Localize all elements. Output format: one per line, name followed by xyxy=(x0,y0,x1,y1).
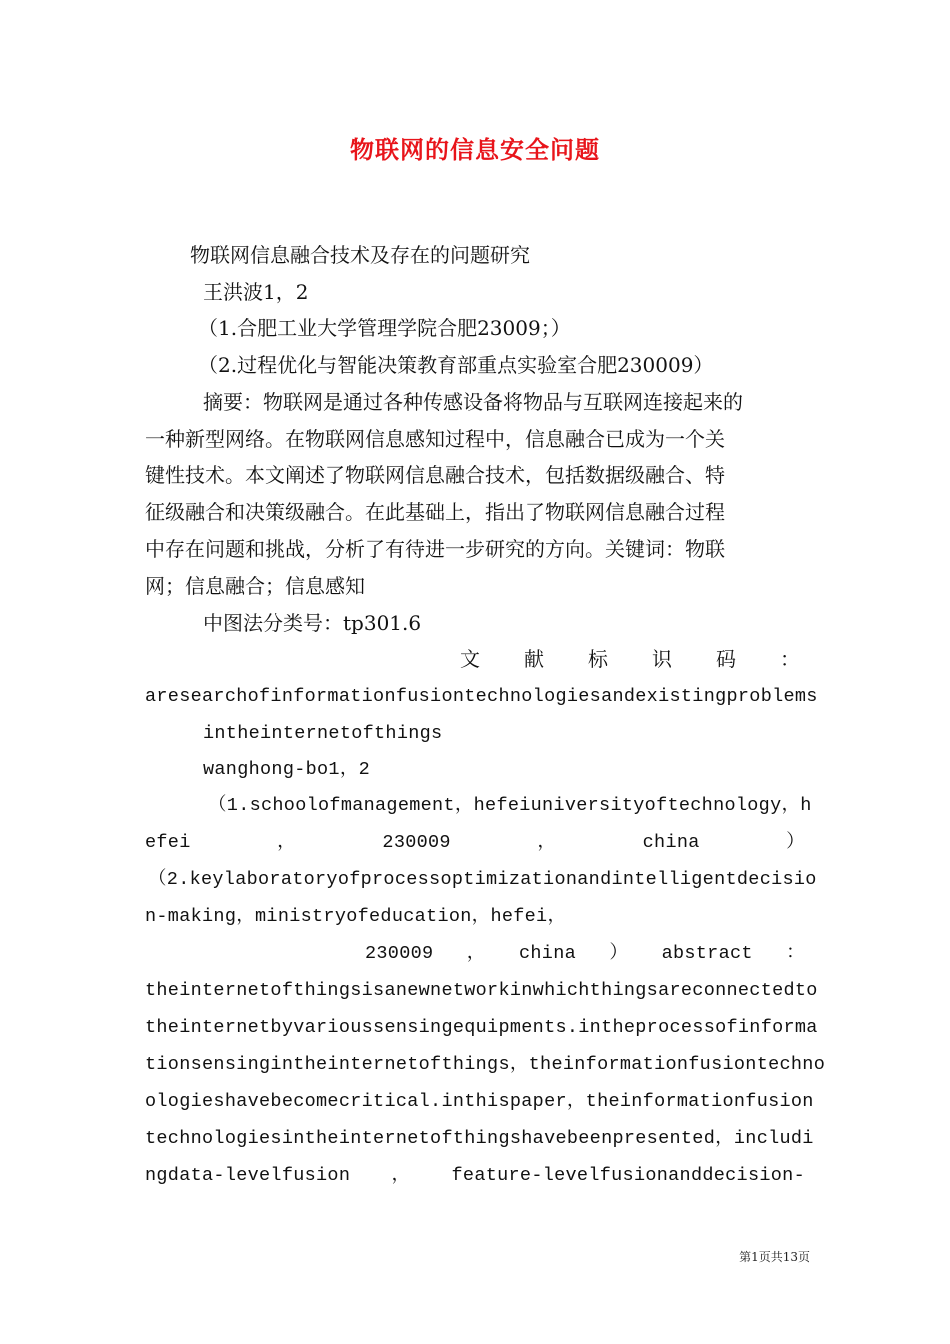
aff-part: ， xyxy=(537,832,557,853)
english-title-line: aresearchofinformationfusiontechnologiesandexistingproblems xyxy=(145,686,818,707)
aff-part: 230009 xyxy=(365,943,434,964)
article-heading: 物联网信息融合技术及存在的问题研究 xyxy=(190,243,530,267)
english-abstract-last-line xyxy=(145,1163,805,1189)
english-abstract-line: ologieshavebecomecritical.inthispaper，theinformationfusion xyxy=(145,1091,814,1112)
aff-part: efei xyxy=(145,832,191,853)
doc-code-char: 献 xyxy=(524,647,544,671)
english-author: wanghong-bo1，2 xyxy=(203,759,371,780)
page-number: 第1页共13页 xyxy=(739,1250,810,1264)
english-affiliation-2-cont: n-making，ministryofeducation，hefei， xyxy=(145,906,567,927)
doc-code-char: 码 xyxy=(716,647,736,671)
document-title: 物联网的信息安全问题 xyxy=(350,135,600,164)
classification-number: 中图法分类号：tp301.6 xyxy=(203,611,422,635)
abstract-part: feature-levelfusionanddecision- xyxy=(451,1165,805,1186)
english-abstract-line: tionsensingintheinternetofthings，theinformationfusiontechno xyxy=(145,1054,826,1075)
abstract-line: 键性技术。本文阐述了物联网信息融合技术，包括数据级融合、特 xyxy=(145,463,725,487)
doc-code-char: ： xyxy=(780,647,800,671)
doc-code-char: 文 xyxy=(460,647,480,671)
aff-part: 230009 xyxy=(382,832,451,853)
abstract-line: 征级融合和决策级融合。在此基础上，指出了物联网信息融合过程 xyxy=(145,500,725,524)
english-affiliation-1-cont xyxy=(145,830,805,856)
affiliation-2: （2.过程优化与智能决策教育部重点实验室合肥230009） xyxy=(198,353,714,377)
aff-part: ） xyxy=(609,943,629,964)
abstract-line: 一种新型网络。在物联网信息感知过程中，信息融合已成为一个关 xyxy=(145,427,725,451)
aff-part: ， xyxy=(466,943,486,964)
doc-code-char: 识 xyxy=(652,647,672,671)
aff-part: ） xyxy=(786,832,805,853)
aff-part: china xyxy=(642,832,700,853)
abstract-line: 摘要：物联网是通过各种传感设备将物品与互联网连接起来的 xyxy=(203,390,743,414)
english-abstract-line: theinternetofthingsisanewnetworkinwhichthingsareconnectedto xyxy=(145,980,818,1001)
english-affiliation-2: （2.keylaboratoryofprocessoptimizationandintelligentdecisio xyxy=(148,869,817,890)
english-abstract-line: technologiesintheinternetofthingshavebeenpresented，includi xyxy=(145,1128,814,1149)
abstract-label: abstract xyxy=(661,943,753,964)
affiliation-1: （1.合肥工业大学管理学院合肥23009；） xyxy=(198,316,571,340)
abstract-line: 中存在问题和挑战，分析了有待进一步研究的方向。关键词：物联 xyxy=(145,537,725,561)
document-code-label xyxy=(460,646,800,672)
doc-code-char: 标 xyxy=(588,647,608,671)
abstract-line: 网；信息融合；信息感知 xyxy=(145,574,365,598)
aff-part: ， xyxy=(277,832,296,853)
abstract-part: ngdata-levelfusion xyxy=(145,1165,351,1186)
aff-part: china xyxy=(518,943,576,964)
english-title-line: intheinternetofthings xyxy=(203,723,443,744)
english-abstract-line: theinternetbyvarioussensingequipments.intheprocessofinforma xyxy=(145,1017,818,1038)
english-affiliation-2-end xyxy=(365,941,805,967)
abstract-part: ， xyxy=(391,1165,411,1186)
aff-part: ： xyxy=(786,943,805,964)
author-line: 王洪波1，2 xyxy=(203,280,309,304)
english-affiliation-1: （1.schoolofmanagement，hefeiuniversityoftechnology，h xyxy=(208,795,812,816)
